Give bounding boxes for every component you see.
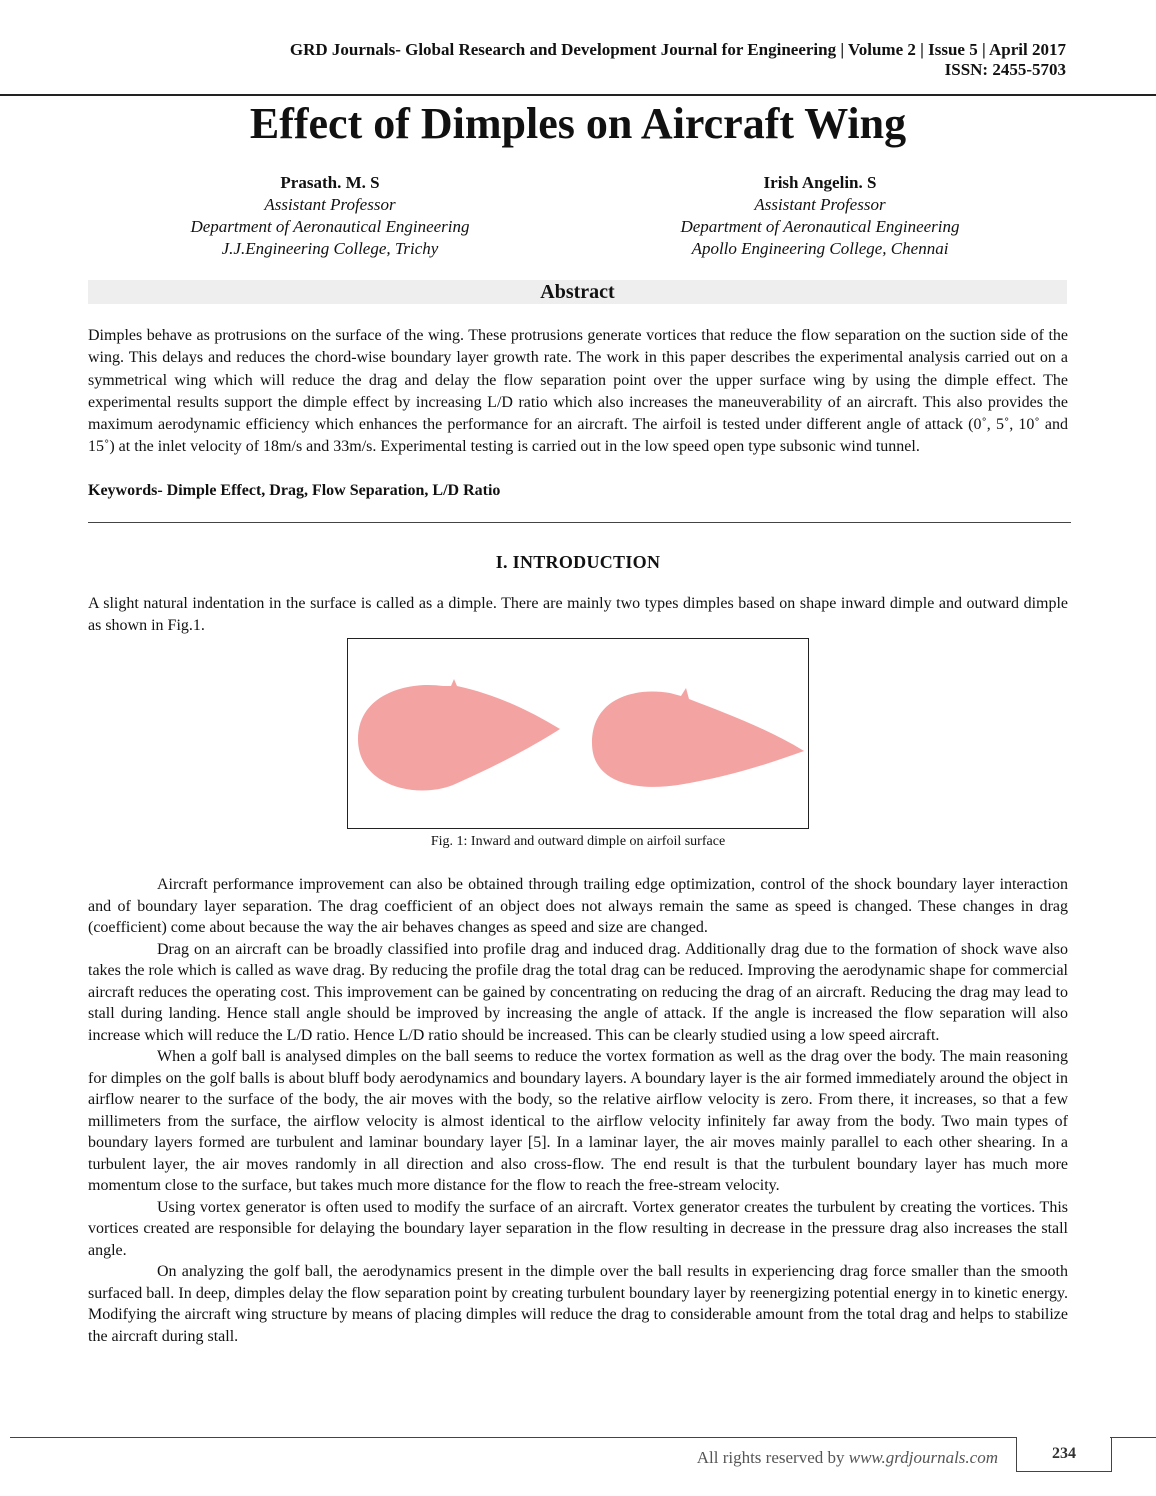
footer-rights — [600, 1447, 998, 1469]
author-institution: Apollo Engineering College, Chennai — [691, 239, 949, 258]
paragraph: On analyzing the golf ball, the aerodynamics present in the dimple over the ball results in experiencing drag force smaller than the smooth surfaced ball. In deep, dimples delay the flow separation point by creating turbulent boundary layer by reenergizing potential energy in to kinetic energy. Modifying the aircraft wing structure by means of placing dimples will reduce the drag to considerable amount from the total drag and helps to stabilize the aircraft during stall. — [88, 1263, 1068, 1345]
author-position: Assistant Professor — [754, 195, 886, 214]
author-block-1 — [130, 172, 530, 260]
journal-url-link[interactable]: www.grdjournals.com — [848, 1448, 998, 1467]
footer-rule — [10, 1437, 1016, 1438]
paragraph: When a golf ball is analysed dimples on the ball seems to reduce the vortex formation as well as the drag over the body. The main reasoning for dimples on the golf balls is about bluff body aerodynamics and boundary layers. A boundary layer is the air formed immediately around the object in airflow nearer to the surface of the body, the air moves with the body, so the relative airflow velocity is zero. From there, it increases, so that a few millimeters from the surface, the airflow velocity is almost identical to the airflow velocity infinitely far away from the body. Two main types of boundary layers formed are turbulent and laminar boundary layer [5]. In a laminar layer, the air moves mainly parallel to each other shearing. In a turbulent layer, the air moves randomly in all direction and also cross-flow. The end result is that the turbulent boundary layer has much more momentum close to the surface, but takes much more distance for the flow to reach the free-stream velocity. — [88, 1048, 1068, 1194]
author-block-2 — [620, 172, 1020, 260]
keywords: Keywords- Dimple Effect, Drag, Flow Separation, L/D Ratio — [88, 482, 501, 499]
abstract-heading: Abstract — [88, 280, 1067, 304]
rights-text: All rights reserved by — [696, 1448, 849, 1467]
paragraph: Drag on an aircraft can be broadly classified into profile drag and induced drag. Additionally drag due to the formation of shock wave also takes the role which is called as wave drag. By reducing the profile drag the total drag can be reduced. Improving the aerodynamic shape for commercial aircraft reduces the operating cost. This improvement can be gained by concentrating on reducing the drag of an aircraft. Reducing the drag may lead to stall during landing. Hence stall angle should be improved by increasing the angle of attack. If the angle is increased the flow separation will also increase which will reduce the L/D ratio. Hence L/D ratio should be increased. This can be clearly studied using a low speed aircraft. — [88, 940, 1068, 1044]
body-text — [88, 874, 1068, 1347]
figure-1 — [347, 638, 809, 829]
author-name: Prasath. M. S — [280, 173, 380, 192]
inward-dimple-airfoil — [358, 679, 560, 790]
paper-title: Effect of Dimples on Aircraft Wing — [249, 99, 907, 148]
page-number: 234 — [1016, 1437, 1112, 1472]
author-position: Assistant Professor — [264, 195, 396, 214]
section-divider — [88, 522, 1071, 523]
author-department: Department of Aeronautical Engineering — [190, 217, 470, 236]
abstract-text: Dimples behave as protrusions on the surface of the wing. These protrusions generate vortices that reduce the flow separation on the suction side of the wing. This delays and reduces the chord-wise boundary layer growth rate. The work in this paper describes the experimental analysis carried out on a symmetrical wing which will reduce the drag and delay the flow separation point over the upper surface wing by using the dimple effect. The experimental results support the dimple effect by increasing L/D ratio which also increases the maneuverability of an aircraft. This also provides the maximum aerodynamic efficiency which enhances the performance for an aircraft. The airfoil is tested under different angle of attack (0˚, 5˚, 10˚ and 15˚) at the inlet velocity of 18m/s and 33m/s. Experimental testing is carried out in the low speed open type subsonic wind tunnel. — [88, 327, 1068, 456]
author-institution: J.J.Engineering College, Trichy — [221, 239, 439, 258]
section-title: I. INTRODUCTION — [495, 552, 661, 572]
journal-line: GRD Journals- Global Research and Development Journal for Engineering | Volume 2 | Issue 5 | April 2017 — [289, 40, 1066, 59]
journal-header — [290, 40, 1066, 80]
airfoil-figure — [348, 639, 808, 828]
author-department: Department of Aeronautical Engineering — [680, 217, 960, 236]
author-name: Irish Angelin. S — [763, 173, 877, 192]
issn-line: ISSN: 2455-5703 — [944, 60, 1066, 79]
outward-dimple-airfoil — [592, 688, 804, 787]
paragraph: Using vortex generator is often used to modify the surface of an aircraft. Vortex generator creates the turbulent by creating the vortices. This vortices created are responsible for delaying the boundary layer separation in the flow resulting in decrease in the pressure drag also increases the stall angle. — [88, 1198, 1068, 1259]
paragraph: Aircraft performance improvement can also be obtained through trailing edge optimization, control of the shock boundary layer interaction and of boundary layer separation. The drag coefficient of an object does not always remain the same as speed is changed. These changes in drag (coefficient) come about because the way the air behaves changes as speed and size are changed. — [88, 876, 1068, 936]
intro-paragraph: A slight natural indentation in the surface is called as a dimple. There are mainly two types dimples based on shape inward dimple and outward dimple as shown in Fig.1. — [88, 595, 1068, 635]
footer-rule-right — [1110, 1437, 1156, 1438]
figure-caption: Fig. 1: Inward and outward dimple on airfoil surface — [430, 834, 726, 849]
